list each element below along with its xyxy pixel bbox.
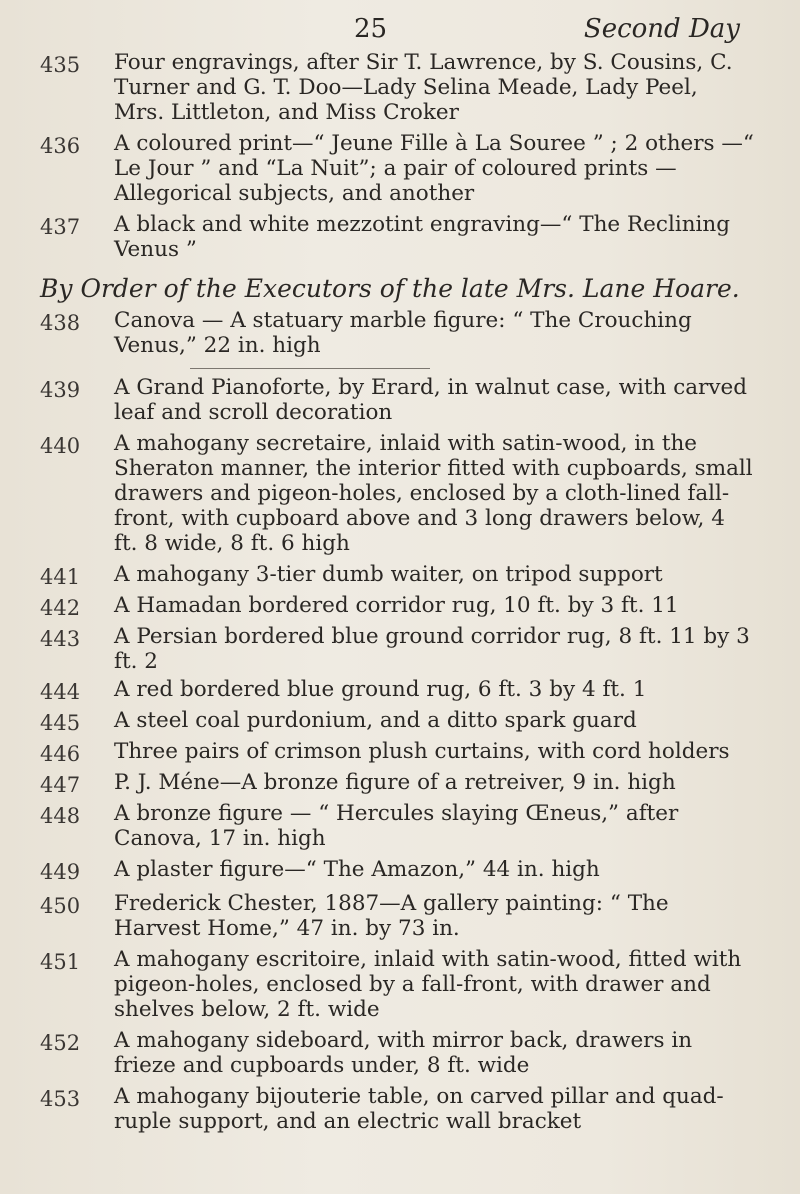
lot-number: 436 <box>40 134 81 158</box>
lot-number: 444 <box>40 680 81 704</box>
lot-number: 452 <box>40 1031 81 1055</box>
divider-rule <box>190 368 430 369</box>
lot-entry <box>40 131 760 206</box>
lot-description: Frederick Chester, 1887—A gallery painting: “ The Harvest Home,” 47 in. by 73 in. <box>114 891 669 941</box>
lot-description: A mahogany escritoire, inlaid with satin-wood, fitted with pigeon-holes, enclosed by a fall-front, with drawer and shelves below, 2 ft. wide <box>114 947 742 1022</box>
lot-entry <box>40 1084 760 1134</box>
section-heading: By Order of the Executors of the late Mrs. Lane Hoare. <box>40 274 740 303</box>
lot-number: 453 <box>40 1087 81 1111</box>
lot-description: A Grand Pianoforte, by Erard, in walnut case, with carved leaf and scroll decoration <box>114 375 747 425</box>
page-number: 25 <box>354 14 388 44</box>
lot-entry <box>40 857 760 885</box>
lot-description: Canova — A statuary marble figure: “ The Crouching Venus,” 22 in. high <box>114 308 692 358</box>
lot-entry <box>40 1028 760 1078</box>
lot-number: 438 <box>40 311 81 335</box>
lot-number: 441 <box>40 565 81 589</box>
lot-number: 446 <box>40 742 81 766</box>
lot-number: 443 <box>40 627 81 651</box>
lot-list-after <box>40 308 760 1134</box>
lot-description: P. J. Méne—A bronze figure of a retreiver, 9 in. high <box>114 770 676 795</box>
running-head <box>40 14 760 44</box>
lot-entry <box>40 593 760 621</box>
lot-description: A mahogany bijouterie table, on carved pillar and quad-ruple support, and an electric wall bracket <box>114 1084 724 1134</box>
lot-entry <box>40 801 760 851</box>
lot-number: 445 <box>40 711 81 735</box>
lot-entry <box>40 947 760 1022</box>
lot-number: 435 <box>40 53 81 77</box>
lot-number: 447 <box>40 773 81 797</box>
lot-entry <box>40 891 760 941</box>
running-title: Second Day <box>583 14 740 44</box>
lot-description: Three pairs of crimson plush curtains, with cord holders <box>114 739 730 764</box>
lot-entry <box>40 431 760 556</box>
lot-description: A red bordered blue ground rug, 6 ft. 3 by 4 ft. 1 <box>114 677 647 702</box>
lot-entry <box>40 308 760 358</box>
lot-entry <box>40 624 760 674</box>
lot-description: A Hamadan bordered corridor rug, 10 ft. by 3 ft. 11 <box>114 593 679 618</box>
lot-entry <box>40 50 760 125</box>
lot-description: A black and white mezzotint engraving—“ The Reclining Venus ” <box>114 212 731 262</box>
lot-number: 448 <box>40 804 81 828</box>
lot-description: Four engravings, after Sir T. Lawrence, by S. Cousins, C. Turner and G. T. Doo—Lady Selina Meade, Lady Peel, Mrs. Littleton, and Miss Croker <box>114 50 733 125</box>
lot-entry <box>40 562 760 590</box>
lot-entry <box>40 375 760 425</box>
lot-description: A coloured print—“ Jeune Fille à La Souree ” ; 2 others —“ Le Jour ” and “La Nuit”; a pair of coloured prints —Allegorical subjects, and another <box>114 131 754 206</box>
lot-entry <box>40 739 760 767</box>
lot-description: A mahogany sideboard, with mirror back, drawers in frieze and cupboards under, 8 ft. wide <box>114 1028 693 1078</box>
lot-description: A plaster figure—“ The Amazon,” 44 in. high <box>114 857 600 882</box>
lot-number: 449 <box>40 860 81 884</box>
lot-entry <box>40 212 760 262</box>
lot-number: 440 <box>40 434 81 458</box>
lot-number: 442 <box>40 596 81 620</box>
lot-number: 437 <box>40 215 81 239</box>
lot-description: A mahogany 3-tier dumb waiter, on tripod support <box>114 562 663 587</box>
lot-number: 450 <box>40 894 81 918</box>
lot-entry <box>40 770 760 798</box>
lot-entry <box>40 708 760 736</box>
lot-entry <box>40 677 760 705</box>
lot-description: A bronze figure — “ Hercules slaying Œneus,” after Canova, 17 in. high <box>114 801 679 851</box>
lot-description: A Persian bordered blue ground corridor rug, 8 ft. 11 by 3 ft. 2 <box>114 624 750 674</box>
lot-description: A steel coal purdonium, and a ditto spark guard <box>114 708 637 733</box>
lot-description: A mahogany secretaire, inlaid with satin-wood, in the Sheraton manner, the interior fitted with cupboards, small drawers and pigeon-holes, enclosed by a cloth-lined fall-front, with cupboard above and 3 long drawers below, 4 ft. 8 wide, 8 ft. 6 high <box>114 431 753 556</box>
lot-number: 451 <box>40 950 81 974</box>
lot-list-before <box>40 50 760 262</box>
lot-number: 439 <box>40 378 81 402</box>
